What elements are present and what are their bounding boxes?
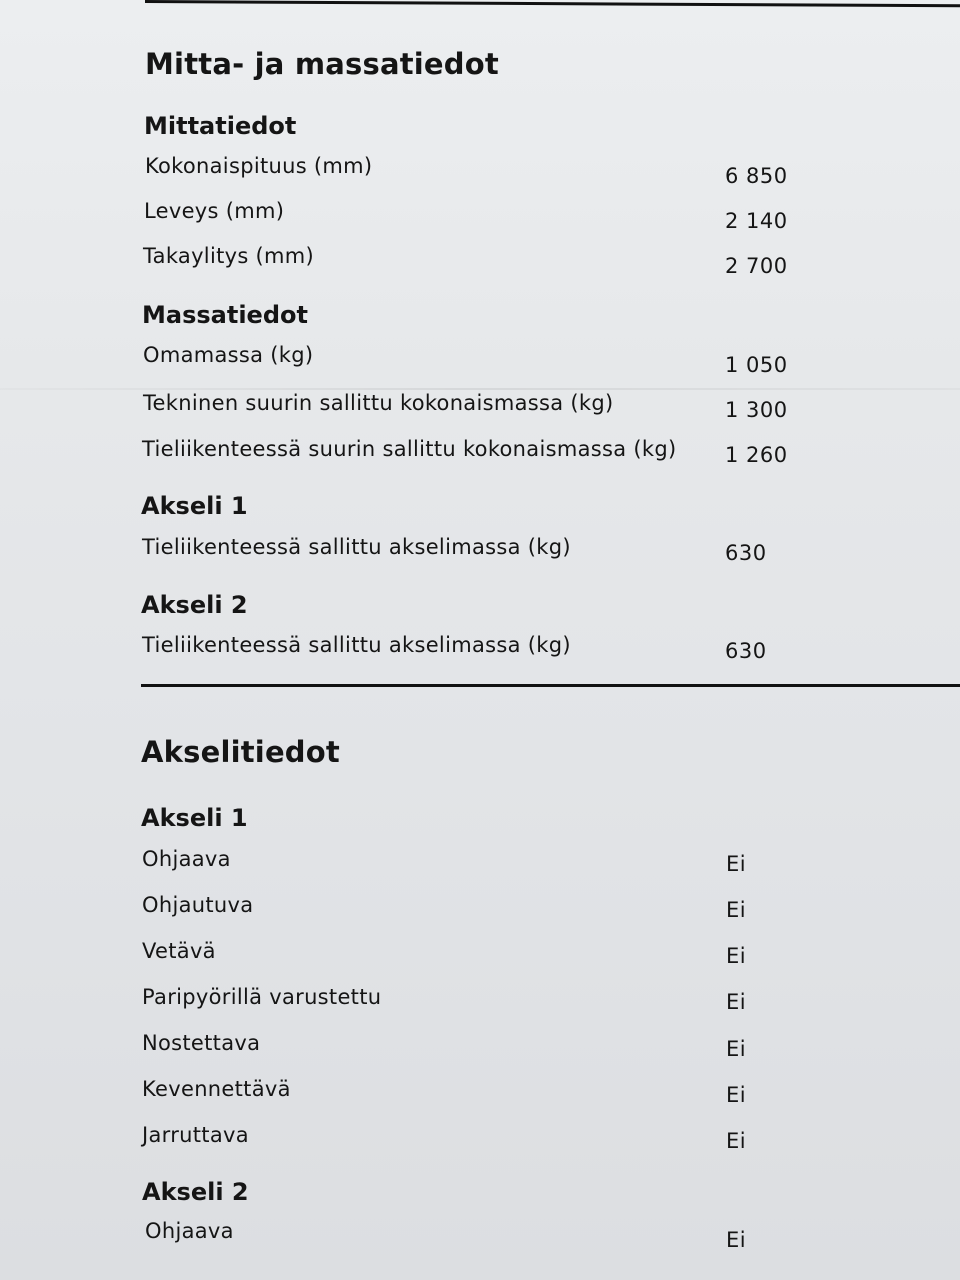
value-self-steering: Ei bbox=[726, 898, 747, 922]
section-divider bbox=[141, 684, 960, 687]
label-twin-wheels: Paripyörillä varustettu bbox=[142, 985, 382, 1009]
value-curb-mass: 1 050 bbox=[725, 353, 788, 377]
subheading-dimensions: Mittatiedot bbox=[144, 112, 297, 140]
label-self-steering: Ohjautuva bbox=[142, 893, 254, 917]
label-liftable: Nostettava bbox=[142, 1031, 261, 1055]
subheading-axle-1: Akseli 1 bbox=[141, 804, 248, 832]
section-title-dimensions-mass: Mitta- ja massatiedot bbox=[145, 47, 499, 81]
label-axle-2-road-mass: Tieliikenteessä sallittu akselimassa (kg) bbox=[142, 633, 571, 657]
label-width: Leveys (mm) bbox=[144, 199, 285, 223]
subheading-mass-axle-2: Akseli 2 bbox=[141, 591, 248, 619]
label-axle-1-road-mass: Tieliikenteessä sallittu akselimassa (kg) bbox=[142, 535, 571, 559]
value-road-max-mass: 1 260 bbox=[725, 443, 788, 467]
value-liftable: Ei bbox=[726, 1037, 747, 1061]
subheading-axle-2: Akseli 2 bbox=[142, 1178, 249, 1206]
section-title-axles: Akselitiedot bbox=[141, 735, 340, 769]
subheading-masses: Massatiedot bbox=[142, 301, 308, 329]
value-braking: Ei bbox=[726, 1129, 747, 1153]
value-axle-2-road-mass: 630 bbox=[725, 639, 767, 663]
subheading-mass-axle-1: Akseli 1 bbox=[141, 492, 248, 520]
label-braking: Jarruttava bbox=[142, 1123, 249, 1147]
value-axle-2-steering: Ei bbox=[726, 1228, 747, 1252]
value-driving: Ei bbox=[726, 944, 747, 968]
value-rear-overhang: 2 700 bbox=[725, 254, 788, 278]
top-divider bbox=[145, 0, 960, 7]
label-curb-mass: Omamassa (kg) bbox=[143, 343, 314, 367]
label-steering: Ohjaava bbox=[142, 847, 231, 871]
value-width: 2 140 bbox=[725, 209, 788, 233]
value-load-relievable: Ei bbox=[726, 1083, 747, 1107]
value-steering: Ei bbox=[726, 852, 747, 876]
label-technical-max-mass: Tekninen suurin sallittu kokonaismassa (kg) bbox=[143, 391, 614, 415]
value-twin-wheels: Ei bbox=[726, 990, 747, 1014]
value-technical-max-mass: 1 300 bbox=[725, 398, 788, 422]
label-load-relievable: Kevennettävä bbox=[142, 1077, 291, 1101]
label-road-max-mass: Tieliikenteessä suurin sallittu kokonaismassa (kg) bbox=[142, 437, 677, 461]
label-axle-2-steering: Ohjaava bbox=[145, 1219, 234, 1243]
label-rear-overhang: Takaylitys (mm) bbox=[143, 244, 315, 268]
value-total-length: 6 850 bbox=[725, 164, 788, 188]
label-driving: Vetävä bbox=[142, 939, 216, 963]
label-total-length: Kokonaispituus (mm) bbox=[145, 154, 373, 178]
paper-fold bbox=[0, 388, 960, 390]
value-axle-1-road-mass: 630 bbox=[725, 541, 767, 565]
